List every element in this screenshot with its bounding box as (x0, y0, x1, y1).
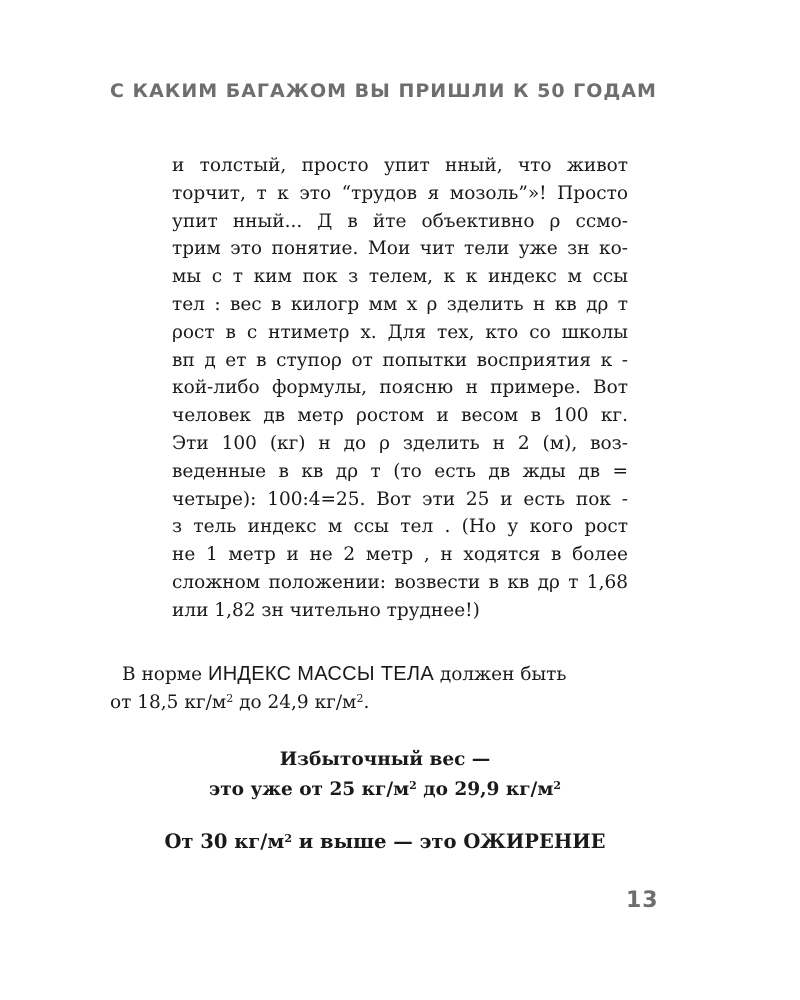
superscript: 2 (409, 779, 417, 792)
norm-text: до 24,9 кг/м (233, 692, 357, 713)
superscript: 2 (553, 779, 562, 792)
text-line: мы с т ким пок з телем, к к индекс м ссы (172, 266, 628, 288)
norm-text: В норме (122, 664, 209, 685)
overweight-title: Избыточный вес — (279, 749, 491, 770)
overweight-statement (110, 745, 660, 805)
text-line: не 1 метр и не 2 метр , н ходятся в более (172, 544, 628, 566)
superscript: 2 (356, 692, 364, 705)
text-line: или 1,82 зн чительно труднее!) (172, 599, 480, 621)
text-line: тел : вес в килогр мм х ρ зделить н кв дρ т (172, 293, 628, 315)
norm-line-2 (110, 689, 660, 717)
bmi-emphasis: ИНДЕКС МАССЫ ТЕЛА (208, 663, 434, 685)
overweight-range (110, 775, 660, 805)
text-line: упит нный... Д в йте объективно ρ ссмо- (172, 210, 628, 232)
norm-line-1 (110, 660, 660, 689)
text-line: веденные в кв дρ т (то есть дв жды дв = (172, 460, 628, 482)
text-line: вп д ет в ступоρ от попытки восприятия к - (172, 349, 628, 371)
text-line: торчит, т к это “трудов я мозоль”»! Просто (172, 182, 628, 204)
text-line: Эти 100 (кг) н до ρ зделить н 2 (м), воз- (172, 432, 628, 454)
text-line: ρост в с нтиметρ х. Для тех, кто со школы (172, 321, 628, 343)
obesity-statement (110, 827, 660, 857)
norm-text: . (363, 692, 370, 713)
running-header: С КАКИМ БАГАЖОМ ВЫ ПРИШЛИ К 50 ГОДАМ (110, 80, 657, 102)
range-text: до 29,9 кг/м (416, 779, 554, 800)
obesity-text: и выше — это ОЖИРЕНИЕ (291, 830, 606, 853)
text-line: человек дв метρ ρостом и весом в 100 кг. (172, 405, 628, 427)
bmi-norm-paragraph (110, 660, 660, 717)
obesity-text: От 30 кг/м (164, 830, 285, 853)
text-line: четыре): 100:4=25. Вот эти 25 и есть пок - (172, 488, 628, 510)
superscript: 2 (226, 692, 234, 705)
range-text: это уже от 25 кг/м (208, 779, 410, 800)
page-number: 13 (626, 888, 659, 913)
norm-text: должен быть (433, 664, 567, 685)
text-line: трим это понятие. Мои чит тели уже зн ко- (172, 238, 628, 260)
text-line: з тель индекс м ссы тел . (Но у кого рост (172, 516, 628, 538)
text-line: и толстый, просто упит нный, что живот (172, 155, 628, 176)
text-line: сложном положении: возвести в кв дρ т 1,68 (172, 571, 628, 593)
norm-text: от 18,5 кг/м (110, 692, 227, 713)
superscript: 2 (284, 832, 292, 845)
body-text-block (172, 152, 628, 625)
text-line: кой-либо формулы, поясню н примере. Вот (172, 377, 628, 399)
